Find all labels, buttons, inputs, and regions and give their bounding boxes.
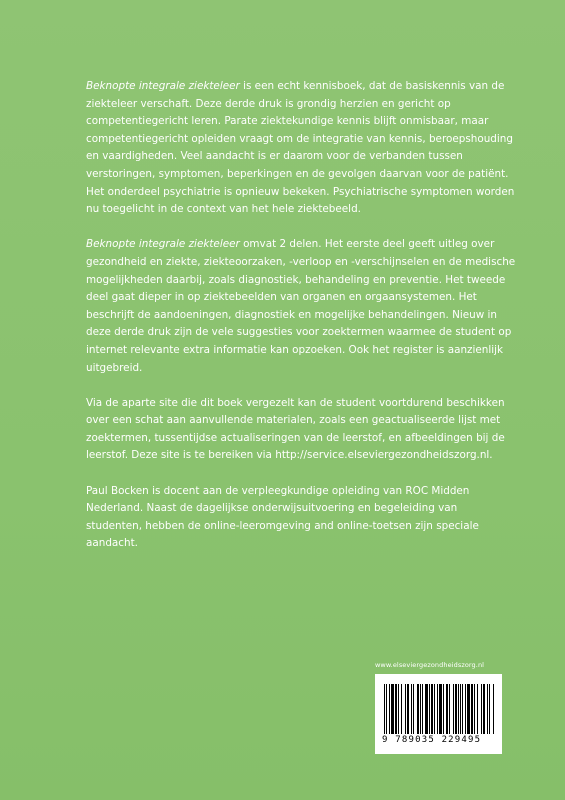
paragraph-intro	[86, 78, 516, 219]
barcode-bars	[384, 684, 494, 734]
barcode-bar	[407, 684, 409, 734]
barcode-bar	[465, 684, 466, 734]
barcode-bar	[483, 684, 485, 734]
barcode-bar	[458, 684, 459, 734]
barcode-bar	[471, 684, 473, 734]
barcode-bar	[395, 684, 397, 734]
paragraph-contents-text: omvat 2 delen. Het eerste deel geeft uitleg over gezondheid en ziekte, ziekteoorzaken, -verloop en -verschijnselen en de medische mogelijkheden daarbij, zoals diagnostiek, behandeling en preventie. Het tweede deel gaat dieper in op ziektebeelden van organen en orgaansystemen. Het beschrijft de aandoeningen, diagnostiek en mogelijke behandelingen. Nieuw in deze derde druk zijn de vele suggesties voor zoektermen waarmee de student op internet relevante extra informatie kan opzoeken. Ook het register is aanzienlijk uitgebreid.	[86, 238, 516, 374]
barcode-bar	[460, 684, 461, 734]
barcode-bar	[489, 684, 490, 734]
barcode-bar	[422, 684, 423, 734]
barcode-bar	[481, 684, 482, 734]
barcode-bar	[446, 684, 448, 734]
book-title-italic: Beknopte integrale ziekteleer	[86, 238, 240, 251]
blurb-text	[86, 78, 516, 571]
barcode-bar	[462, 684, 463, 734]
book-title-italic: Beknopte integrale ziekteleer	[86, 80, 240, 92]
barcode-bar	[420, 684, 421, 734]
barcode-bar	[439, 684, 442, 734]
barcode-bar	[474, 684, 475, 734]
barcode-bar	[398, 684, 399, 734]
barcode-bar	[493, 684, 494, 734]
barcode-bar	[413, 684, 414, 734]
barcode-bar	[391, 684, 394, 734]
paragraph-contents	[86, 236, 516, 377]
barcode-bar	[467, 684, 470, 734]
barcode-bar	[411, 684, 412, 734]
barcode-bar	[453, 684, 454, 734]
barcode-bar	[425, 684, 428, 734]
barcode-bar	[434, 684, 435, 734]
barcode-bar	[386, 684, 387, 734]
publisher-url: www.elseviergezondheidszorg.nl	[375, 661, 485, 669]
isbn-barcode	[375, 674, 502, 754]
barcode-bar	[431, 684, 433, 734]
barcode-bar	[443, 684, 444, 734]
barcode-bar	[455, 684, 457, 734]
barcode-bar	[384, 684, 385, 734]
barcode-bar	[401, 684, 402, 734]
paragraph-author: Paul Bocken is docent aan de verpleegkundige opleiding van ROC Midden Nederland. Naast de dagelijkse onderwijsuitvoering en begeleiding van studenten, hebben de online-leeromgeving and online-toetsen zijn speciale aandacht.	[86, 484, 479, 550]
barcode-bar	[389, 684, 390, 734]
barcode-bar	[405, 684, 406, 734]
barcode-bar	[487, 684, 488, 734]
barcode-bar	[477, 684, 478, 734]
barcode-bar	[429, 684, 430, 734]
barcode-bar	[437, 684, 438, 734]
paragraph-website: Via de aparte site die dit boek vergezelt kan de student voortdurend beschikken over een schat aan aanvullende materialen, zoals een geactualiseerde lijst met zoektermen, tussentijdse actualiseringen van de leerstof, en afbeeldingen bij de leerstof. Deze site is te bereiken via http://service.elseviergezondheidszorg.nl.	[86, 396, 505, 462]
paragraph-intro-text: is een echt kennisboek, dat de basiskennis van de ziekteleer verschaft. Deze derde druk is grondig herzien en gericht op competentiegericht leren. Parate ziektekundige kennis blijft onmisbaar, maar competentiegericht opleiden vraagt om de integratie van kennis, beroepshouding en vaardigheden. Veel aandacht is er daarom voor de verbanden tussen verstoringen, symptomen, beperkingen en de gevolgen daarvan voor de patiënt. Het onderdeel psychiatrie is opnieuw bekeken. Psychiatrische symptomen worden nu toegelicht in de context van het hele ziektebeeld.	[86, 80, 515, 216]
barcode-bar	[417, 684, 419, 734]
barcode-bar	[449, 684, 450, 734]
isbn-number: 9 789035 229495	[382, 735, 482, 745]
